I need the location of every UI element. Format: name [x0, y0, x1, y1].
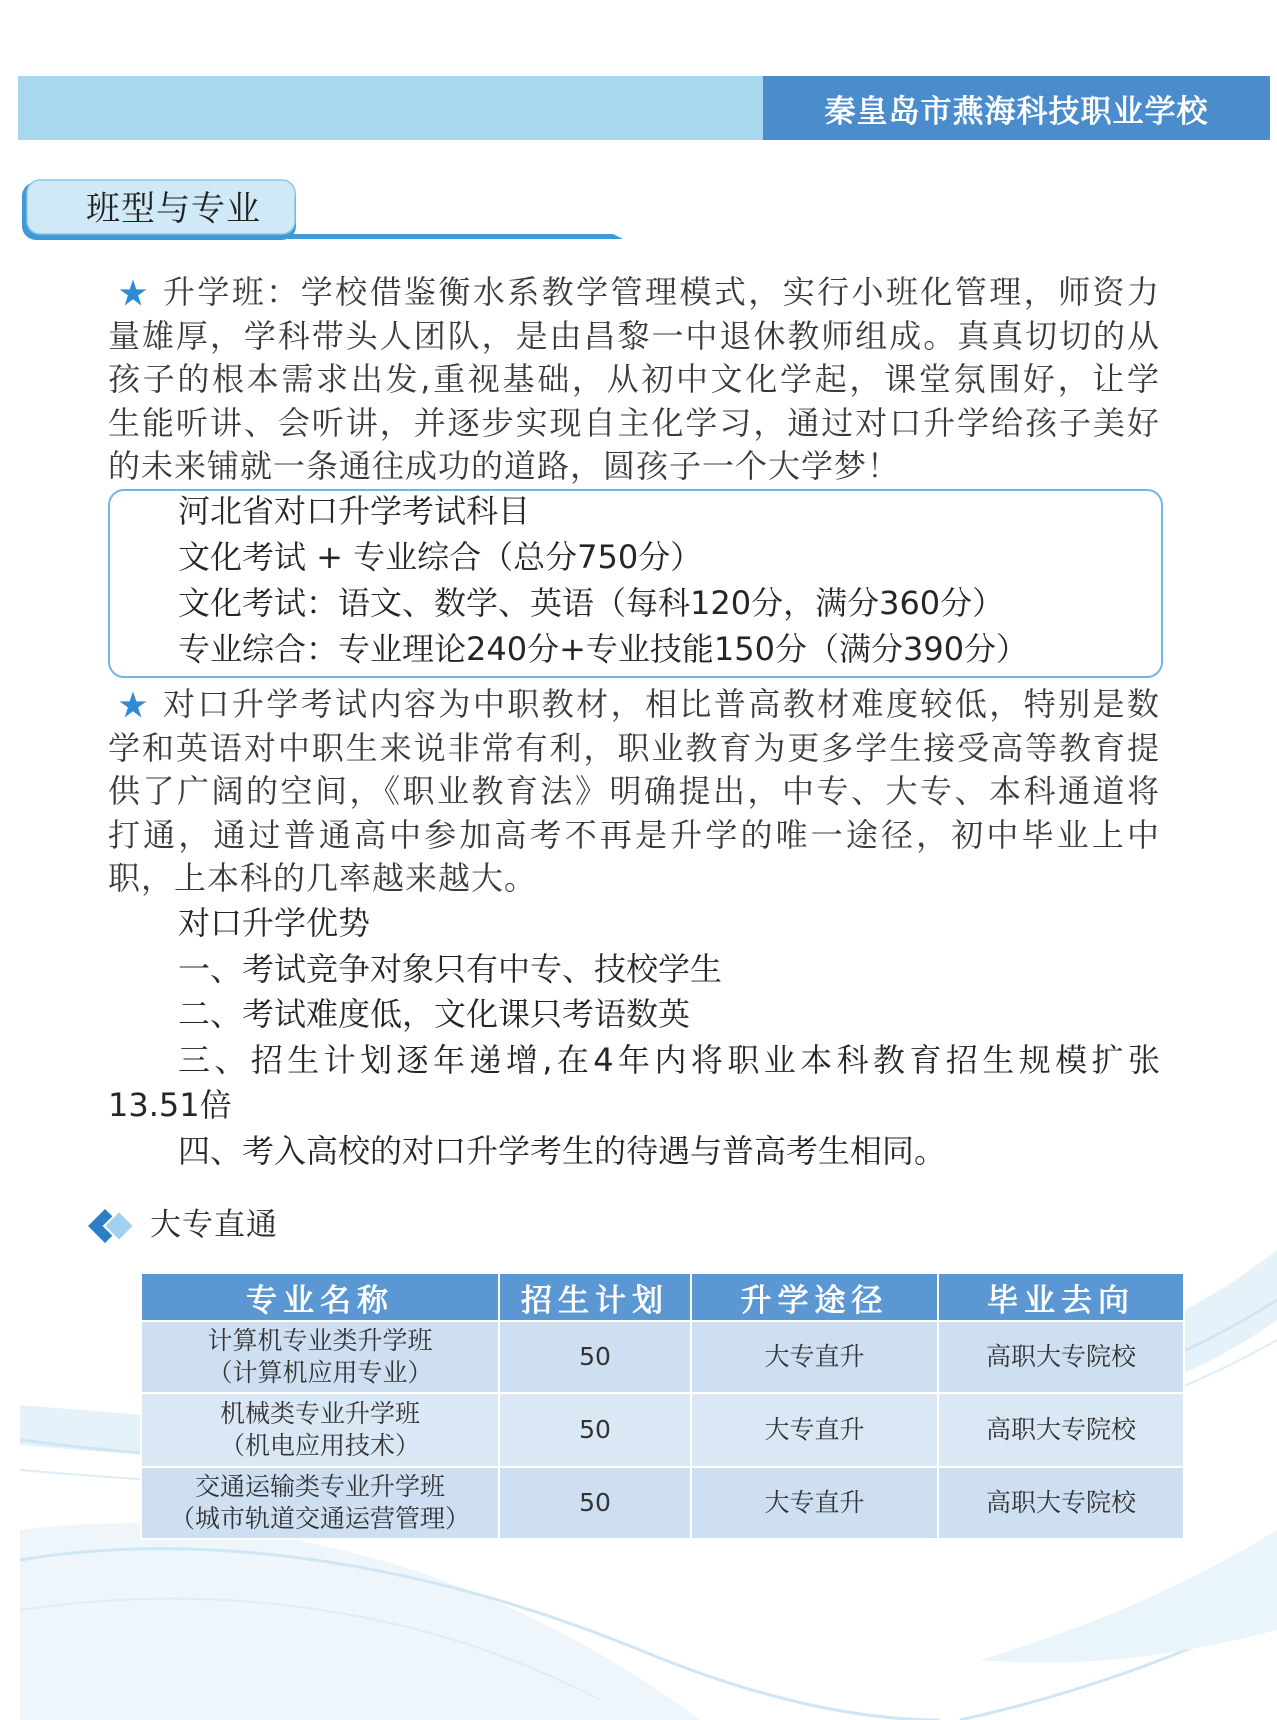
intro-line: 生能听讲、会听讲，并逐步实现自主化学习，通过对口升学给孩子美好: [108, 403, 1160, 442]
exam-info-text: 对口升学考试内容为中职教材，相比普高教材难度较低，特别是数: [163, 685, 1160, 723]
cell-plan: 50: [499, 1321, 691, 1393]
section-title: 班型与专业: [86, 189, 261, 229]
intro-paragraph: [108, 271, 1160, 489]
advantage-item: 四、考入高校的对口升学考生的待遇与普高考生相同。: [178, 1131, 947, 1170]
star-icon: [108, 683, 163, 727]
column-header-path: 升学途径: [691, 1273, 938, 1321]
intro-line: [108, 271, 1160, 315]
exam-info-line: 职，上本科的几率越来越大。: [108, 859, 538, 897]
exam-info-line: [108, 683, 1160, 727]
advantage-item: 二、考试难度低，文化课只考语数英: [178, 995, 691, 1033]
cell-path: 大专直升: [691, 1321, 938, 1393]
intro-line: 量雄厚，学科带头人团队，是由昌黎一中退休教师组成。真真切切的从: [108, 316, 1160, 355]
table-row: [141, 1467, 1184, 1539]
table-header-row: [141, 1273, 1184, 1321]
exam-box-line: 专业综合：专业理论240分+专业技能150分（满分390分）: [178, 630, 1029, 668]
advantage-item-continuation: 13.51倍: [108, 1086, 232, 1124]
subsection-title: 大专直通: [150, 1207, 278, 1243]
school-name-banner: [763, 76, 1270, 140]
major-name: 机械类专业升学班: [219, 1399, 420, 1428]
star-icon: [108, 271, 163, 315]
exam-box-line: 文化考试：语文、数学、英语（每科120分，满分360分）: [178, 584, 1005, 622]
major-subtitle: （计算机应用专业）: [207, 1358, 433, 1387]
intro-line: 孩子的根本需求出发,重视基础，从初中文化学起，课堂氛围好，让学: [108, 360, 1160, 398]
major-subtitle: （城市轨道交通运营管理）: [169, 1504, 470, 1533]
major-name: 交通运输类专业升学班: [194, 1472, 445, 1501]
cell-path: 大专直升: [691, 1393, 938, 1467]
cell-destination: 高职大专院校: [938, 1467, 1184, 1539]
header-band: [18, 76, 763, 140]
advantages-title: 对口升学优势: [178, 904, 371, 942]
cell-path: 大专直升: [691, 1467, 938, 1539]
advantage-item: 一、考试竞争对象只有中专、技校学生: [178, 949, 723, 988]
cell-plan: 50: [499, 1467, 691, 1539]
column-header-plan: 招生计划: [499, 1273, 691, 1321]
diamond-icon: [86, 1207, 138, 1245]
exam-info-line: 学和英语对中职生来说非常有利，职业教育为更多学生接受高等教育提: [108, 728, 1160, 767]
exam-subjects-box: [108, 489, 1163, 678]
cell-major: [141, 1467, 499, 1539]
advantage-item: 三、招生计划逐年递增,在4年内将职业本科教育招生规模扩张: [178, 1040, 1160, 1079]
exam-info-paragraph: [108, 683, 1160, 901]
major-name: 计算机专业类升学班: [207, 1326, 433, 1355]
cell-major: [141, 1393, 499, 1467]
program-table: [140, 1272, 1183, 1540]
cell-plan: 50: [499, 1393, 691, 1467]
exam-box-title: 河北省对口升学考试科目: [178, 492, 531, 530]
column-header-destination: 毕业去向: [938, 1273, 1184, 1321]
exam-info-line: 打通，通过普通高中参加高考不再是升学的唯一途径，初中毕业上中: [108, 815, 1160, 854]
table-row: [141, 1321, 1184, 1393]
table-row: [141, 1393, 1184, 1467]
cell-destination: 高职大专院校: [938, 1393, 1184, 1467]
cell-destination: 高职大专院校: [938, 1321, 1184, 1393]
intro-line: 的未来铺就一条通往成功的道路，圆孩子一个大学梦！: [108, 447, 901, 485]
school-name: 秦皇岛市燕海科技职业学校: [824, 93, 1209, 130]
cell-major: [141, 1321, 499, 1393]
column-header-major: 专业名称: [141, 1273, 499, 1321]
major-subtitle: （机电应用技术）: [219, 1431, 420, 1460]
advantages-list: [108, 901, 1160, 1174]
exam-info-line: 供了广阔的空间，《职业教育法》明确提出，中专、大专、本科通道将: [108, 772, 1160, 810]
exam-box-line: 文化考试 + 专业综合（总分750分）: [178, 538, 703, 576]
intro-text: 升学班：学校借鉴衡水系教学管理模式，实行小班化管理，师资力: [163, 273, 1160, 311]
